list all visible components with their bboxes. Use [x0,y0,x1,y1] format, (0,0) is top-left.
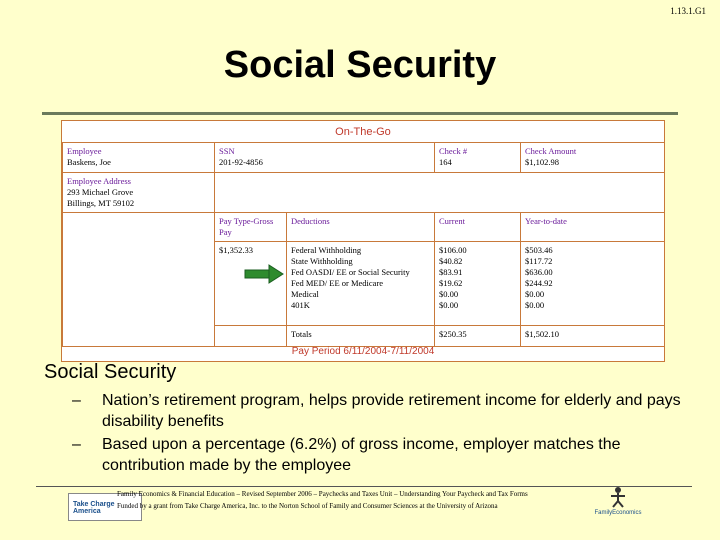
pay-type-cell [215,213,287,242]
family-economics-logo [590,486,646,524]
left-blank-cell [63,213,215,347]
address-label: Employee Address [67,176,131,186]
current-label: Current [439,216,465,226]
title-divider [42,112,678,115]
footer-line-2: Funded by a grant from Take Charge America, Inc. to the Norton School of Family and Consumer Sciences at the University of Arizona [117,502,498,510]
deduction-name: State Withholding [291,256,353,266]
ytd-value: $244.92 [525,278,553,288]
employee-cell [63,143,215,173]
totals-label: Totals [291,329,312,339]
logo-left-text: Take Charge America [73,501,115,515]
amount-label: Check Amount [525,146,577,156]
deduction-name: Fed MED/ EE or Medicare [291,278,384,288]
bullet-list [72,390,692,478]
section-heading: Social Security [44,361,177,383]
deductions-label: Deductions [291,216,330,226]
list-item [72,434,692,476]
footer-text [117,488,637,512]
check-amount: $1,102.98 [525,157,560,167]
employee-label: Employee [67,146,102,156]
address-line-1: 293 Michael Grove [67,187,134,197]
deduction-name: Fed OASDI/ EE or Social Security [291,267,410,277]
totals-ytd-cell [521,326,665,347]
ytd-value: $0.00 [525,300,545,310]
paystub-table [62,142,665,347]
current-value: $106.00 [439,245,467,255]
blank-cell [215,173,665,213]
ytd-value: $0.00 [525,289,545,299]
ssn-cell [215,143,435,173]
employee-name: Baskens, Joe [67,157,111,167]
ytd-value: $503.46 [525,245,553,255]
totals-current-cell [435,326,521,347]
totals-ytd: $1,502.10 [525,329,560,339]
current-value: $0.00 [439,300,459,310]
address-line-2: Billings, MT 59102 [67,198,135,208]
bullet-text: Based upon a percentage (6.2%) of gross income, employer matches the contribution made by the employee [102,436,621,474]
figure-icon [603,486,633,508]
ytd-value: $636.00 [525,267,553,277]
address-cell [63,173,215,213]
deduction-name: Medical [291,289,319,299]
check-cell [435,143,521,173]
dash-icon: – [72,392,81,409]
logo-right-text: FamilyEconomics [594,510,642,516]
deductions-header [287,213,435,242]
current-value: $0.00 [439,289,459,299]
amount-cell [521,143,665,173]
gross-pay: $1,352.33 [219,245,253,255]
paystub-image [61,120,665,362]
totals-label-cell [287,326,435,347]
bullet-text: Nation’s retirement program, helps provide retirement income for elderly and pays disability benefits [102,392,681,430]
current-header [435,213,521,242]
check-label: Check # [439,146,468,156]
current-value: $83.91 [439,267,463,277]
page-title: Social Security [223,44,497,86]
paystub-company: On-The-Go [335,126,391,138]
slide-id: 1.13.1.G1 [670,6,706,16]
dash-icon: – [72,436,81,453]
check-number: 164 [439,157,452,167]
footer-line-1: Family Economics & Financial Education – Revised September 2006 – Paychecks and Taxes Unit – Understanding Your Paycheck and Tax Forms [117,490,528,498]
pay-type-label: Pay Type-Gross Pay [219,216,274,237]
ssn-value: 201-92-4856 [219,157,263,167]
arrow-right-icon [244,264,284,284]
deduction-name: Federal Withholding [291,245,362,255]
deduction-current [435,242,521,326]
list-item [72,390,692,432]
ssn-label: SSN [219,146,235,156]
deduction-name: 401K [291,300,310,310]
totals-blank-cell [215,326,287,347]
pay-period: Pay Period 6/11/2004-7/11/2004 [291,346,435,357]
ytd-label: Year-to-date [525,216,567,226]
deduction-ytd [521,242,665,326]
current-value: $40.82 [439,256,463,266]
current-value: $19.62 [439,278,463,288]
ytd-value: $117.72 [525,256,553,266]
ytd-header [521,213,665,242]
totals-current: $250.35 [439,329,467,339]
deduction-names [287,242,435,326]
